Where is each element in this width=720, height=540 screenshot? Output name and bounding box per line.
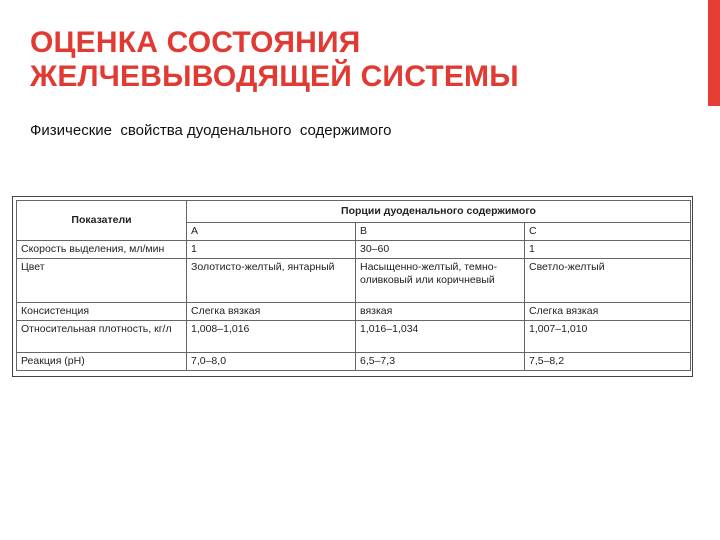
cell-value: вязкая	[356, 303, 525, 321]
table-row	[17, 321, 691, 353]
row-label: Цвет	[17, 259, 187, 303]
header-portions: Порции дуоденального содержимого	[187, 201, 691, 223]
row-label: Относительная плотность, кг/л	[17, 321, 187, 353]
cell-value: 7,0–8,0	[187, 353, 356, 371]
cell-value: 1,008–1,016	[187, 321, 356, 353]
portion-a-header: A	[187, 223, 356, 241]
table-header-row	[17, 201, 691, 223]
table-row	[17, 353, 691, 371]
table-frame	[12, 196, 693, 377]
cell-value: 6,5–7,3	[356, 353, 525, 371]
table-row	[17, 259, 691, 303]
header-indicators: Показатели	[17, 201, 187, 241]
cell-value: Слегка вязкая	[187, 303, 356, 321]
table-row	[17, 303, 691, 321]
cell-value: 30–60	[356, 241, 525, 259]
slide-subtitle: Физические свойства дуоденального содержимого	[30, 122, 392, 139]
cell-value: 1	[187, 241, 356, 259]
cell-value: Слегка вязкая	[525, 303, 691, 321]
cell-value: Насыщенно-желтый, темно-оливковый или коричневый	[356, 259, 525, 303]
slide-title	[30, 26, 690, 94]
row-label: Консистенция	[17, 303, 187, 321]
slide-title-line-2: ЖЕЛЧЕВЫВОДЯЩЕЙ СИСТЕМЫ	[30, 60, 519, 93]
row-label: Реакция (рН)	[17, 353, 187, 371]
accent-bar	[708, 0, 720, 106]
cell-value: 7,5–8,2	[525, 353, 691, 371]
row-label: Скорость выделения, мл/мин	[17, 241, 187, 259]
slide-title-line-1: ОЦЕНКА СОСТОЯНИЯ	[30, 26, 361, 59]
cell-value: 1	[525, 241, 691, 259]
cell-value: 1,016–1,034	[356, 321, 525, 353]
cell-value: Светло-желтый	[525, 259, 691, 303]
portion-b-header: B	[356, 223, 525, 241]
cell-value: 1,007–1,010	[525, 321, 691, 353]
duodenal-properties-table	[16, 200, 691, 371]
portion-c-header: C	[525, 223, 691, 241]
cell-value: Золотисто-желтый, янтарный	[187, 259, 356, 303]
table-row	[17, 241, 691, 259]
